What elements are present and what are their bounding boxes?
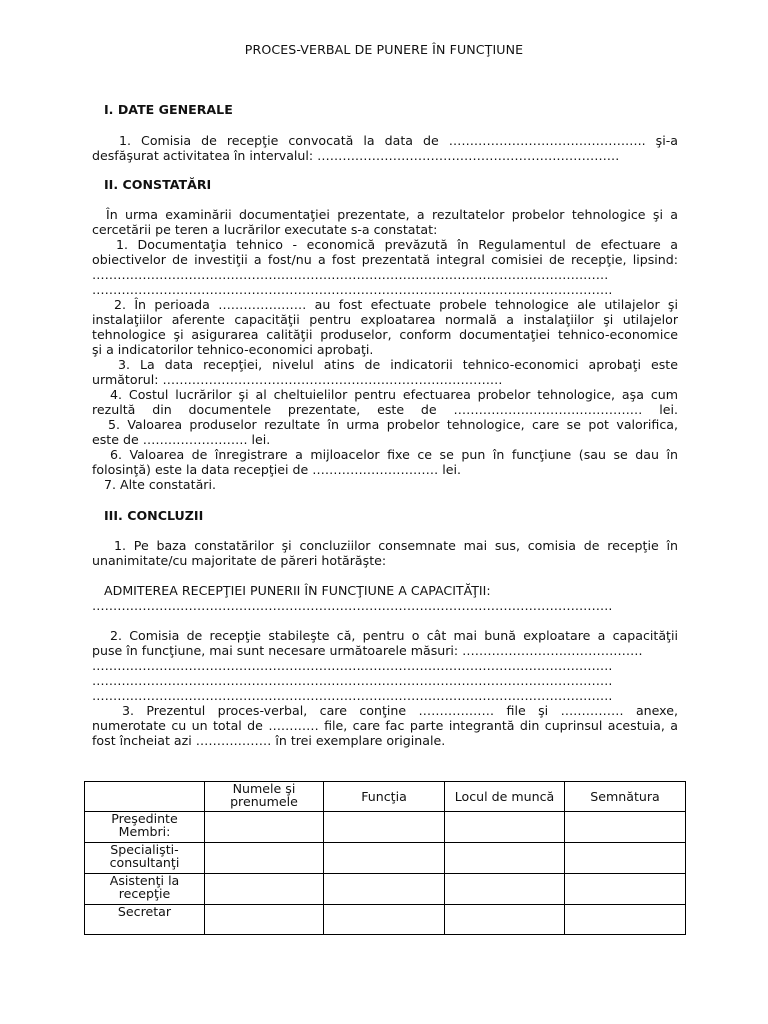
- signature-cell: [565, 812, 686, 843]
- table-header-cell: Semnătura: [565, 782, 686, 812]
- dotted-fill-line: …………………………………………………………………………………………………………….: [92, 282, 613, 297]
- section-heading-conclusions: III. CONCLUZII: [104, 508, 204, 523]
- paragraph-line: ADMITEREA RECEPŢIEI PUNERII ÎN FUNCŢIUNE A CAPACITĂŢII:: [104, 583, 491, 598]
- workplace-cell: [445, 843, 565, 874]
- paragraph-line: 7. Alte constatări.: [104, 477, 216, 492]
- workplace-cell: [445, 905, 565, 935]
- paragraph-line: 5. Valoarea produselor rezultate în urma probelor tehnologice, care se pot valorifica,: [108, 417, 678, 432]
- paragraph-line: desfăşurat activitatea în intervalul: ………………………………………………………………: [92, 148, 620, 163]
- signature-cell: [565, 874, 686, 905]
- dotted-fill-line: …………………………………………………………………………………………………………….: [92, 598, 613, 613]
- workplace-cell: [445, 812, 565, 843]
- section-heading-general: I. DATE GENERALE: [104, 102, 233, 117]
- paragraph-line: puse în funcţiune, mai sunt necesare următoarele măsuri: …………………………………….: [92, 643, 643, 658]
- table-header-cell: Locul de muncă: [445, 782, 565, 812]
- table-header-cell: Numele şi prenumele: [205, 782, 324, 812]
- paragraph-line: 2. În perioada ………………… au fost efectuate probele tehnologice ale utilajelor şi: [114, 297, 678, 312]
- function-cell: [324, 812, 445, 843]
- dotted-fill-line: ……………………………………………………………………………………………………………: [92, 267, 609, 282]
- role-cell: Secretar: [85, 905, 205, 935]
- dotted-fill-line: …………………………………………………………………………………………………………….: [92, 658, 613, 673]
- function-cell: [324, 874, 445, 905]
- paragraph-line: 1. Comisia de recepţie convocată la data de ……………………………………….. şi-a: [119, 133, 678, 148]
- paragraph-line: 1. Pe baza constatărilor şi concluziilor consemnate mai sus, comisia de recepţie în: [114, 538, 678, 553]
- workplace-cell: [445, 874, 565, 905]
- paragraph-line: 3. La data recepţiei, nivelul atins de indicatorii tehnico-economici aprobaţi este: [118, 357, 678, 372]
- section-heading-findings: II. CONSTATĂRI: [104, 177, 212, 192]
- paragraph-line: este de ……………………. lei.: [92, 432, 271, 447]
- table-header-cell: [85, 782, 205, 812]
- name-cell: [205, 812, 324, 843]
- paragraph-line: 4. Costul lucrărilor şi al cheltuielilor pentru efectuarea probelor tehnologice, aşa cum: [110, 387, 678, 402]
- function-cell: [324, 843, 445, 874]
- paragraph-line: fost încheiat azi ……………… în trei exemplare originale.: [92, 733, 446, 748]
- role-cell: Preşedinte Membri:: [85, 812, 205, 843]
- paragraph-line: şi a indicatorilor tehnico-economici aprobaţi.: [92, 342, 374, 357]
- table-header-row: [85, 782, 686, 812]
- paragraph-line: cercetării pe teren a lucrărilor executate s-a constatat:: [92, 222, 438, 237]
- signature-cell: [565, 905, 686, 935]
- paragraph-line: tehnologice şi asigurarea calităţii produselor, conform documentaţiei tehnico-economice: [92, 327, 678, 342]
- name-cell: [205, 874, 324, 905]
- paragraph-line: 2. Comisia de recepţie stabileşte că, pentru o cât mai bună exploatare a capacităţii: [110, 628, 678, 643]
- paragraph-line: 3. Prezentul proces-verbal, care conţine ……………… file şi …………… anexe,: [122, 703, 678, 718]
- role-cell: Specialişti-consultanţi: [85, 843, 205, 874]
- paragraph-line: obiectivelor de investiţii a fost/nu a fost prezentată integral comisiei de recepţie, lipsind:: [92, 252, 678, 267]
- name-cell: [205, 843, 324, 874]
- paragraph-line: În urma examinării documentaţiei prezentate, a rezultatelor probelor tehnologice şi a: [106, 207, 678, 222]
- paragraph-line: 1. Documentaţia tehnico - economică prevăzută în Regulamentul de efectuare a: [116, 237, 678, 252]
- paragraph-line: numerotate cu un total de ………… file, care fac parte integrantă din cuprinsul acestuia, a: [92, 718, 678, 733]
- table-row: [85, 874, 686, 905]
- paragraph-line: rezultă din documentele prezentate, este de ……………………………………… lei.: [92, 402, 678, 417]
- paragraph-line: instalaţiilor aferente capacităţii pentru exploatarea normală a instalaţiilor şi utilajelor: [92, 312, 678, 327]
- signature-cell: [565, 843, 686, 874]
- dotted-fill-line: …………………………………………………………………………………………………………….: [92, 688, 613, 703]
- function-cell: [324, 905, 445, 935]
- paragraph-line: folosinţă) este la data recepţiei de ………………………… lei.: [92, 462, 461, 477]
- table-row: [85, 905, 686, 935]
- name-cell: [205, 905, 324, 935]
- signature-table: [84, 781, 686, 935]
- paragraph-line: 6. Valoarea de înregistrare a mijloacelor fixe ce se pun în funcţiune (sau se dau în: [110, 447, 678, 462]
- document-title: PROCES-VERBAL DE PUNERE ÎN FUNCŢIUNE: [244, 42, 524, 57]
- paragraph-line: unanimitate/cu majoritate de păreri hotărăşte:: [92, 553, 387, 568]
- table-header-cell: Funcţia: [324, 782, 445, 812]
- role-cell: Asistenţi la recepţie: [85, 874, 205, 905]
- table-row: [85, 843, 686, 874]
- paragraph-line: următorul: ………………………………………………………………………: [92, 372, 503, 387]
- table-row: [85, 812, 686, 843]
- dotted-fill-line: …………………………………………………………………………………………………………….: [92, 673, 613, 688]
